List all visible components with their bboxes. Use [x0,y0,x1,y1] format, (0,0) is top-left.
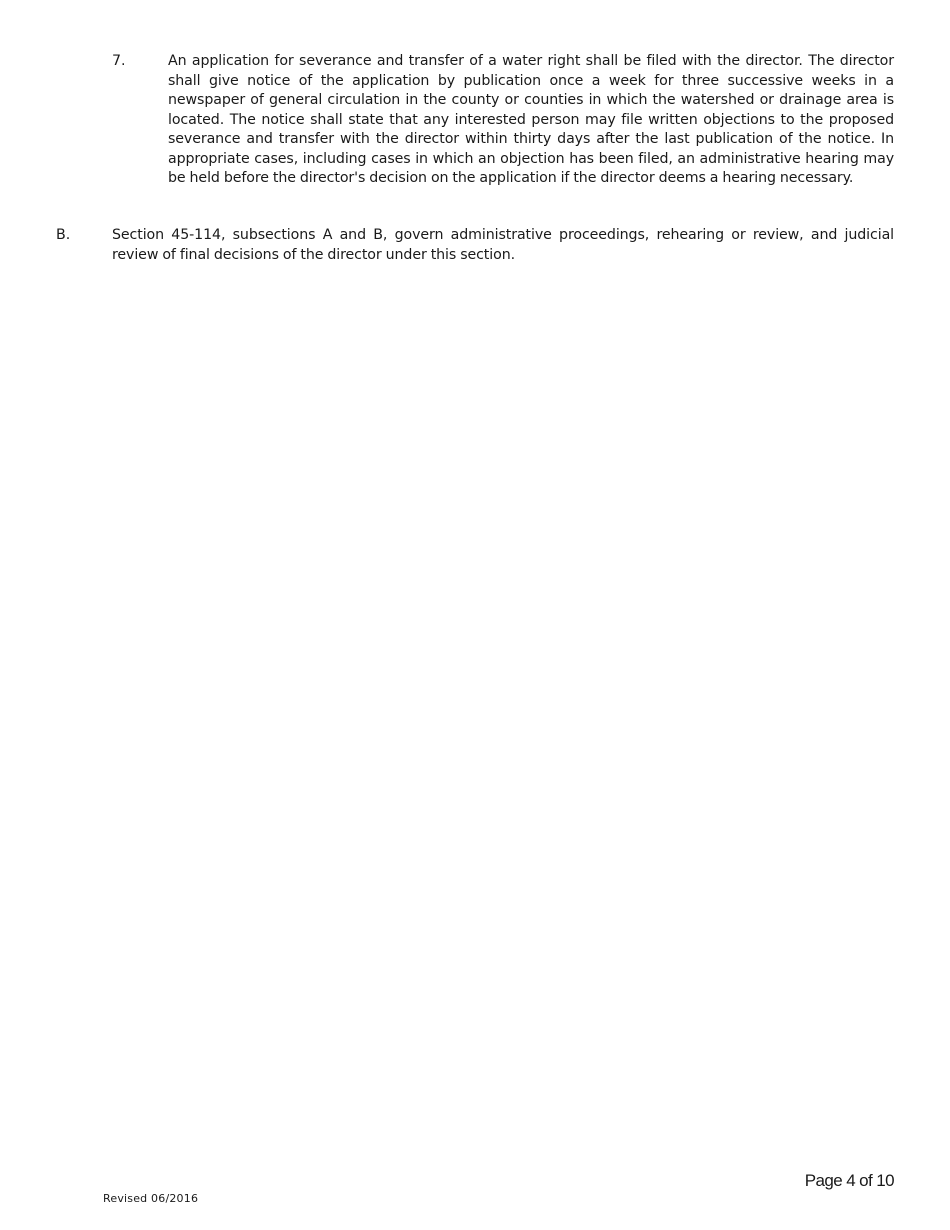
item-7-paragraph: An application for severance and transfer of a water right shall be filed with the director. The director shall give notice of the application by publication once a week for three successive weeks in a newspaper of general circulation in the county or counties in which the watershed or drainage area is located. The notice shall state that any interested person may file written objections to the proposed severance and transfer with the director within thirty days after the last publication of the notice. In appropriate cases, including cases in which an objection has been filed, an administrative hearing may be held before the director's decision on the application if the director deems a hearing necessary. [168,53,894,186]
item-b-paragraph: Section 45-114, subsections A and B, govern administrative proceedings, rehearing or review, and judicial review of final decisions of the director under this section. [112,227,894,263]
item-b-marker: B. [56,227,71,243]
item-7-marker: 7. [112,53,126,69]
page-number: Page 4 of 10 [804,1171,894,1190]
revised-date: Revised 06/2016 [103,1192,199,1205]
